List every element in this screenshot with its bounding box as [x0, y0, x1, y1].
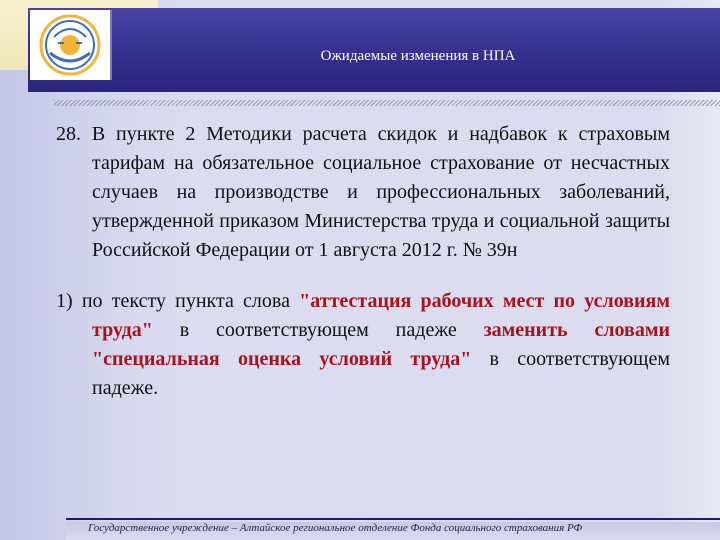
paragraph-28: 28. В пункте 2 Методики расчета скидок и надбавок к страховым тарифам на обязательное социальное страхование от несчастных случаев на производстве и профессиональных заболеваний, утвержденной приказом Министерства труда и социальной защиты Российской Федерации от 1 августа 2012 г. № 39н: [56, 123, 670, 261]
decorative-divider: [54, 100, 720, 106]
page-title: Ожидаемые изменения в НПА: [320, 48, 516, 64]
main-content: [56, 120, 670, 403]
fss-emblem-icon: [36, 13, 104, 77]
footer-divider: [66, 518, 720, 520]
item-text-part1: 1) по тексту пункта слова: [56, 290, 300, 312]
list-item-1: [56, 287, 670, 403]
item-text-part2: в соответствующем падеже: [152, 319, 484, 341]
item-highlight-new-term: заменить словами "специальная оценка условий труда": [92, 319, 670, 370]
item-highlight-old-term: "аттестация рабочих мест по условиям труда": [92, 290, 670, 341]
item-text-part3: в соответствующем падеже.: [92, 348, 670, 399]
logo-box: [30, 10, 112, 80]
footer-text: Государственное учреждение – Алтайское региональное отделение Фонда социального страхования РФ: [88, 522, 583, 534]
header-band: [28, 8, 720, 92]
